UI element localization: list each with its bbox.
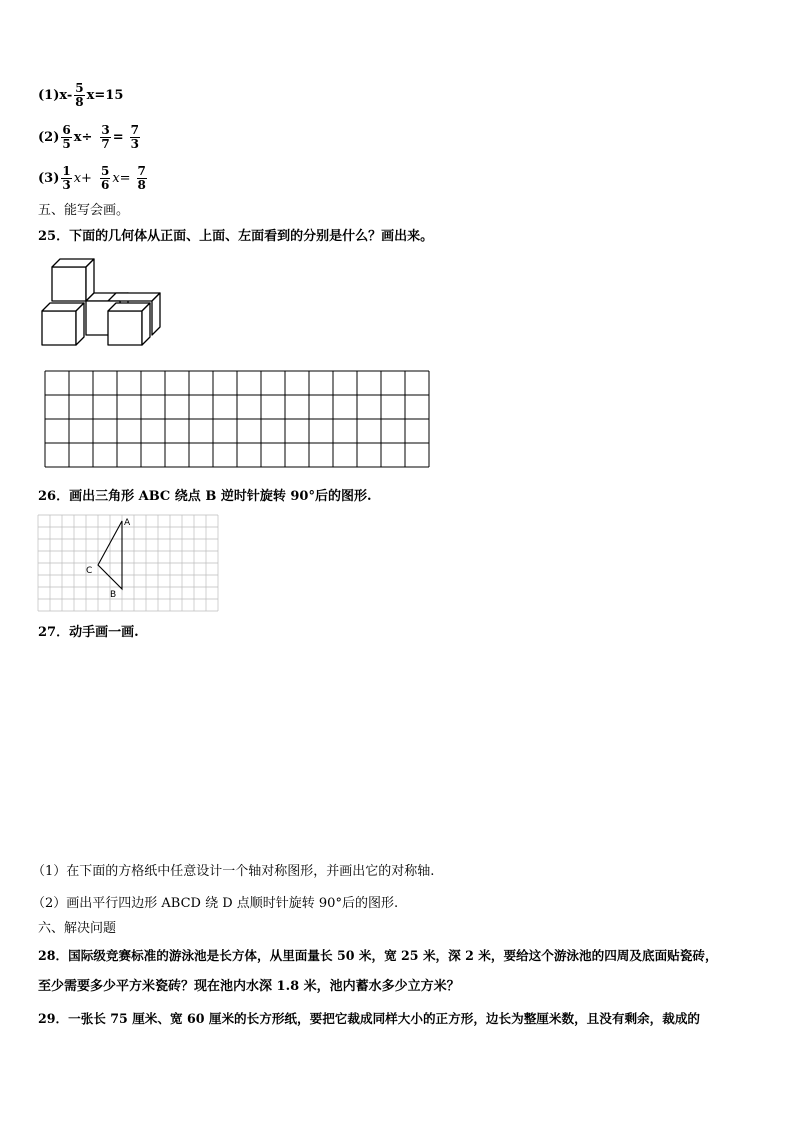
section-6-heading: 六、解决问题 — [38, 921, 117, 936]
equation-3-operator: x+ — [73, 171, 92, 186]
cube-right-front — [108, 311, 142, 345]
section-5-heading: 五、能写会画。 — [38, 203, 130, 218]
equation-2-label: (2) — [38, 130, 60, 145]
question-26: 26．画出三角形 ABC 绕点 B 逆时针旋转 90°后的图形. — [38, 489, 372, 504]
equation-1-fraction: $\frac{5}{8}$ — [75, 81, 84, 109]
equation-3-fraction-2: $\frac{5}{6}$ — [100, 164, 110, 192]
cube-top-front — [52, 267, 86, 301]
equation-2 — [38, 124, 142, 151]
point-a-label: A — [124, 518, 131, 528]
question-28-line-1: 28．国际级竞赛标准的游泳池是长方体，从里面量长 50 米，宽 25 米，深 2 米，要给这个游泳池的四周及底面贴瓷砖， — [38, 948, 718, 963]
question-27-part-1: （1）在下面的方格纸中任意设计一个轴对称图形，并画出它的对称轴. — [32, 864, 435, 879]
equation-1-label: (1)x- — [38, 88, 73, 103]
drawing-grid-q25[interactable] — [44, 370, 430, 468]
question-27: 27．动手画一画. — [38, 625, 139, 640]
equation-2-equals: = — [112, 130, 124, 145]
equation-3 — [38, 165, 149, 192]
question-25: 25．下面的几何体从正面、上面、左面看到的分别是什么？画出来。 — [38, 229, 434, 244]
equation-3-fraction-3: $\frac{7}{8}$ — [137, 164, 146, 192]
equation-2-fraction-2: $\frac{3}{7}$ — [101, 123, 110, 151]
point-c-label: C — [86, 566, 93, 576]
triangle-grid-q26[interactable] — [38, 515, 218, 611]
equation-3-fraction-1: $\frac{1}{3}$ — [62, 164, 71, 192]
cube-right-topface — [108, 293, 160, 301]
equation-1 — [38, 82, 123, 109]
question-29-line-1: 29．一张长 75 厘米、宽 60 厘米的长方形纸，要把它裁成同样大小的正方形，边长为整厘米数，且没有剩余，裁成的 — [38, 1011, 701, 1026]
equation-1-tail: x=15 — [86, 88, 124, 103]
question-27-part-2: （2）画出平行四边形 ABCD 绕 D 点顺时针旋转 90°后的图形. — [32, 896, 399, 911]
point-b-label: B — [110, 590, 117, 600]
equation-2-fraction-1: $\frac{6}{5}$ — [62, 123, 71, 151]
equation-3-label: (3) — [38, 171, 60, 186]
equation-2-operator: x÷ — [73, 130, 93, 145]
cubes-figure — [40, 257, 170, 349]
equation-2-fraction-3: $\frac{7}{3}$ — [130, 123, 139, 151]
cube-left-side — [76, 303, 84, 345]
cube-right2-side — [142, 303, 150, 345]
cube-right-side — [152, 293, 160, 335]
cube-left-front — [42, 311, 76, 345]
question-28-line-2: 至少需要多少平方米瓷砖？现在池内水深 1.8 米，池内蓄水多少立方米？ — [38, 979, 460, 994]
equation-3-equals: x= — [112, 171, 131, 186]
